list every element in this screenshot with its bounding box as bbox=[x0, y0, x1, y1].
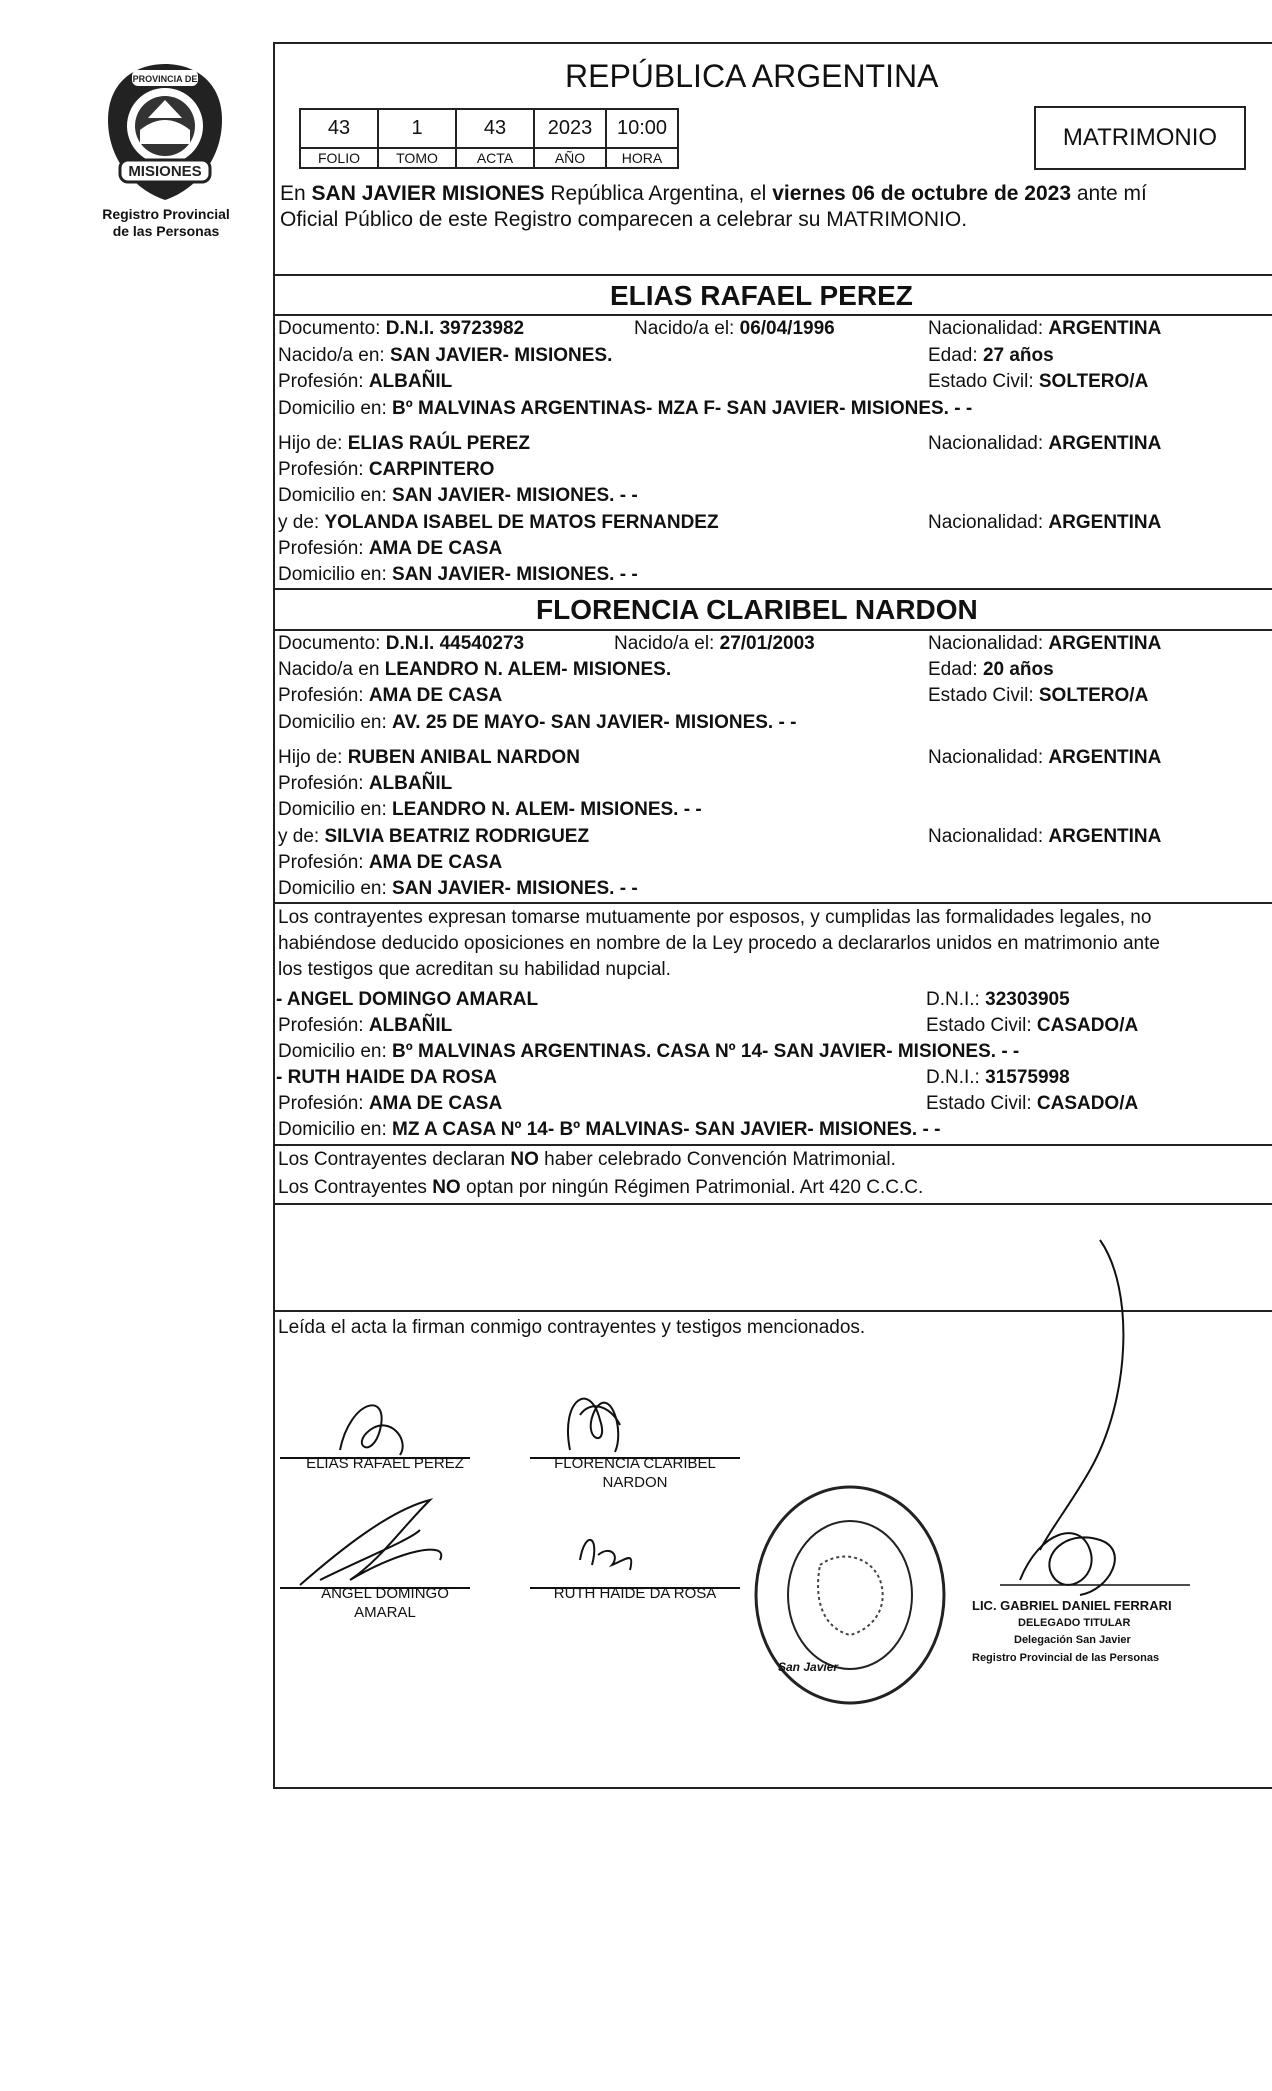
field-label: Profesión: bbox=[278, 685, 369, 706]
spouse1-mother-address bbox=[278, 563, 638, 587]
field-value: SAN JAVIER- MISIONES. - - bbox=[392, 878, 638, 899]
spouse1-mother-nationality bbox=[928, 511, 1161, 535]
field-value: LEANDRO N. ALEM- MISIONES. bbox=[384, 659, 672, 680]
field-label: Domicilio en: bbox=[278, 878, 393, 899]
field-label: Documento: bbox=[278, 633, 386, 654]
field-label: Nacionalidad: bbox=[928, 633, 1049, 654]
spouse2-address bbox=[278, 711, 796, 735]
spouse1-address bbox=[278, 397, 972, 421]
record-id-table bbox=[299, 108, 679, 169]
spouse2-civil-status bbox=[928, 684, 1148, 708]
official-registry: Registro Provincial de las Personas bbox=[972, 1652, 1160, 1664]
official-office: Delegación San Javier bbox=[1014, 1634, 1131, 1646]
field-value: SILVIA BEATRIZ RODRIGUEZ bbox=[324, 826, 590, 847]
signature-label-line: NARDON bbox=[602, 1474, 668, 1491]
field-label: Nacido/a el: bbox=[614, 633, 720, 654]
field-value: ARGENTINA bbox=[1048, 826, 1162, 847]
field-label: Domicilio en: bbox=[278, 712, 393, 733]
field-label: Nacido/a el: bbox=[634, 318, 740, 339]
witness2-address bbox=[278, 1118, 940, 1142]
declaration-line-3: los testigos que acreditan su habilidad nupcial. bbox=[278, 959, 671, 980]
field-value: 31575998 bbox=[985, 1067, 1070, 1088]
signature-label-line: ANGEL DOMINGO bbox=[321, 1585, 449, 1602]
frame-left-border bbox=[273, 42, 275, 1789]
field-label: Nacionalidad: bbox=[928, 512, 1049, 533]
field-value: AMA DE CASA bbox=[368, 685, 503, 706]
spouse1-father-address bbox=[278, 484, 638, 508]
field-value: SAN JAVIER- MISIONES. - - bbox=[392, 485, 638, 506]
field-value: SOLTERO/A bbox=[1038, 685, 1149, 706]
signature-label-nardon bbox=[530, 1454, 740, 1492]
official-signature bbox=[960, 1230, 1220, 1650]
witness2-name: - RUTH HAIDE DA ROSA bbox=[276, 1067, 497, 1088]
field-value: ALBAÑIL bbox=[368, 371, 453, 392]
witness1-civil-status bbox=[926, 1014, 1138, 1038]
field-value: Bº MALVINAS ARGENTINAS. CASA Nº 14- SAN JAVIER- MISIONES. - - bbox=[392, 1041, 1020, 1062]
convention-text: optan por ningún Régimen Patrimonial. Art 420 C.C.C. bbox=[460, 1177, 924, 1198]
field-value: RUBEN ANIBAL NARDON bbox=[347, 747, 580, 768]
section-divider bbox=[273, 1144, 1272, 1146]
field-label: Estado Civil: bbox=[928, 685, 1039, 706]
signature-label-line: FLORENCIA CLARIBEL bbox=[554, 1455, 716, 1472]
acta-label: ACTA bbox=[456, 148, 534, 168]
field-label: Nacionalidad: bbox=[928, 318, 1049, 339]
field-label: Estado Civil: bbox=[926, 1093, 1037, 1114]
witness1-profession bbox=[278, 1014, 452, 1038]
svg-text:MISIONES: MISIONES bbox=[128, 163, 202, 180]
spouse1-mother-profession bbox=[278, 537, 502, 561]
hour-value: 10:00 bbox=[606, 109, 678, 148]
tomo-label: TOMO bbox=[378, 148, 456, 168]
section-divider bbox=[273, 314, 1272, 316]
field-label: Profesión: bbox=[278, 773, 369, 794]
field-value: ALBAÑIL bbox=[368, 1015, 453, 1036]
spouse2-profession bbox=[278, 684, 502, 708]
intro-date: viernes 06 de octubre de 2023 bbox=[772, 182, 1072, 205]
field-value: CASADO/A bbox=[1036, 1093, 1139, 1114]
official-role: DELEGADO TITULAR bbox=[1018, 1617, 1131, 1629]
field-value: MZ A CASA Nº 14- Bº MALVINAS- SAN JAVIER- MISIONES. - - bbox=[392, 1119, 941, 1140]
field-label: y de: bbox=[278, 826, 325, 847]
field-value: AMA DE CASA bbox=[368, 538, 503, 559]
field-value: 06/04/1996 bbox=[739, 318, 835, 339]
field-value: ARGENTINA bbox=[1048, 433, 1162, 454]
folio-label: FOLIO bbox=[300, 148, 378, 168]
spouse2-mother-address bbox=[278, 877, 638, 901]
field-label: D.N.I.: bbox=[926, 1067, 986, 1088]
spouse1-age bbox=[928, 344, 1054, 368]
spouse1-profession bbox=[278, 370, 452, 394]
declaration-line-2: habiéndose deducido oposiciones en nombre de la Ley procedo a declararlos unidos en matrimonio ante bbox=[278, 933, 1160, 954]
convention-no: NO bbox=[510, 1149, 539, 1170]
spouse1-civil-status bbox=[928, 370, 1148, 394]
field-value: YOLANDA ISABEL DE MATOS FERNANDEZ bbox=[324, 512, 719, 533]
spouse1-birthplace bbox=[278, 344, 612, 368]
spouse2-birthdate bbox=[614, 632, 815, 656]
intro-text: ante mí bbox=[1071, 182, 1147, 205]
official-round-stamp bbox=[750, 1480, 950, 1710]
field-label: Domicilio en: bbox=[278, 799, 393, 820]
signature-label-da-rosa: RUTH HAIDE DA ROSA bbox=[553, 1585, 717, 1602]
witness2-civil-status bbox=[926, 1092, 1138, 1116]
field-label: Estado Civil: bbox=[926, 1015, 1037, 1036]
spouse2-document bbox=[278, 632, 524, 656]
field-value: SOLTERO/A bbox=[1038, 371, 1149, 392]
field-label: Edad: bbox=[928, 345, 983, 366]
field-label: Nacido/a en bbox=[278, 659, 385, 680]
convention-text: Los Contrayentes declaran bbox=[278, 1149, 511, 1170]
field-label: Domicilio en: bbox=[278, 1041, 393, 1062]
spouse1-document bbox=[278, 317, 524, 341]
field-label: Nacionalidad: bbox=[928, 747, 1049, 768]
field-label: Nacionalidad: bbox=[928, 826, 1049, 847]
field-value: AMA DE CASA bbox=[368, 1093, 503, 1114]
signature-label-perez: ELIAS RAFAEL PEREZ bbox=[306, 1455, 464, 1472]
field-value: D.N.I. 39723982 bbox=[385, 318, 525, 339]
svg-text:PROVINCIA DE: PROVINCIA DE bbox=[132, 74, 198, 84]
hour-label: HORA bbox=[606, 148, 678, 168]
field-value: SAN JAVIER- MISIONES. bbox=[389, 345, 613, 366]
spouse2-name: FLORENCIA CLARIBEL NARDON bbox=[536, 594, 978, 625]
intro-line-1 bbox=[280, 182, 1147, 206]
field-value: 27 años bbox=[982, 345, 1054, 366]
field-label: y de: bbox=[278, 512, 325, 533]
section-divider bbox=[273, 274, 1272, 276]
spouse2-mother-profession bbox=[278, 851, 502, 875]
signature-da-rosa bbox=[580, 1540, 631, 1570]
signature-label-amaral bbox=[290, 1584, 480, 1622]
spouse2-mother-nationality bbox=[928, 825, 1161, 849]
field-label: Domicilio en: bbox=[278, 564, 393, 585]
spouse1-name: ELIAS RAFAEL PEREZ bbox=[610, 280, 913, 311]
field-label: Profesión: bbox=[278, 538, 369, 559]
province-seal-logo bbox=[100, 60, 230, 205]
signature-perez bbox=[340, 1405, 403, 1455]
spouse2-father-profession bbox=[278, 772, 452, 796]
field-value: AV. 25 DE MAYO- SAN JAVIER- MISIONES. - - bbox=[392, 712, 797, 733]
field-label: Edad: bbox=[928, 659, 983, 680]
field-value: 20 años bbox=[982, 659, 1054, 680]
field-label: Hijo de: bbox=[278, 433, 348, 454]
witness1-name: - ANGEL DOMINGO AMARAL bbox=[276, 989, 539, 1010]
spouse1-nationality bbox=[928, 317, 1161, 341]
field-value: ARGENTINA bbox=[1048, 512, 1162, 533]
spouse1-mother bbox=[278, 511, 719, 535]
spouse1-birthdate bbox=[634, 317, 835, 341]
field-value: 27/01/2003 bbox=[719, 633, 815, 654]
field-value: ELIAS RAÚL PEREZ bbox=[347, 433, 530, 454]
field-label: Profesión: bbox=[278, 1015, 369, 1036]
field-label: Profesión: bbox=[278, 852, 369, 873]
convention-text: haber celebrado Convención Matrimonial. bbox=[538, 1149, 896, 1170]
field-value: LEANDRO N. ALEM- MISIONES. - - bbox=[392, 799, 702, 820]
section-divider bbox=[273, 1203, 1272, 1205]
signature-amaral bbox=[300, 1500, 441, 1585]
year-label: AÑO bbox=[534, 148, 606, 168]
act-type-box: MATRIMONIO bbox=[1034, 106, 1246, 170]
field-value: D.N.I. 44540273 bbox=[385, 633, 525, 654]
field-label: D.N.I.: bbox=[926, 989, 986, 1010]
witness2-dni bbox=[926, 1066, 1070, 1090]
folio-value: 43 bbox=[300, 109, 378, 148]
field-label: Hijo de: bbox=[278, 747, 348, 768]
registry-caption-line1: Registro Provincial bbox=[102, 206, 230, 222]
spouse2-father-nationality bbox=[928, 746, 1161, 770]
stamp-city: San Javier bbox=[778, 1660, 839, 1674]
frame-bottom-border bbox=[273, 1787, 1272, 1789]
spouse1-father bbox=[278, 432, 530, 456]
field-label: Nacido/a en: bbox=[278, 345, 390, 366]
official-name: LIC. GABRIEL DANIEL FERRARI bbox=[972, 1598, 1172, 1613]
spouse2-nationality bbox=[928, 632, 1161, 656]
spouse2-mother bbox=[278, 825, 589, 849]
field-value: CARPINTERO bbox=[368, 459, 495, 480]
witness2-profession bbox=[278, 1092, 502, 1116]
field-value: AMA DE CASA bbox=[368, 852, 503, 873]
field-label: Domicilio en: bbox=[278, 1119, 393, 1140]
convention-text: Los Contrayentes bbox=[278, 1177, 433, 1198]
spouse2-birthplace bbox=[278, 658, 671, 682]
frame-top-border bbox=[273, 42, 1272, 44]
spouse1-father-profession bbox=[278, 458, 494, 482]
intro-line-2: Oficial Público de este Registro comparecen a celebrar su MATRIMONIO. bbox=[280, 208, 968, 231]
field-label: Profesión: bbox=[278, 459, 369, 480]
document-title: REPÚBLICA ARGENTINA bbox=[565, 58, 939, 94]
year-value: 2023 bbox=[534, 109, 606, 148]
field-value: SAN JAVIER- MISIONES. - - bbox=[392, 564, 638, 585]
intro-text: República Argentina, el bbox=[544, 182, 773, 205]
intro-place: SAN JAVIER MISIONES bbox=[311, 182, 545, 205]
field-value: ALBAÑIL bbox=[368, 773, 453, 794]
registry-caption-line2: de las Personas bbox=[112, 223, 220, 239]
field-value: ARGENTINA bbox=[1048, 747, 1162, 768]
convention-line-2 bbox=[278, 1176, 923, 1200]
registry-caption bbox=[78, 206, 254, 240]
field-label: Domicilio en: bbox=[278, 485, 393, 506]
tomo-value: 1 bbox=[378, 109, 456, 148]
spouse2-age bbox=[928, 658, 1054, 682]
field-value: ARGENTINA bbox=[1048, 633, 1162, 654]
field-value: CASADO/A bbox=[1036, 1015, 1139, 1036]
field-label: Estado Civil: bbox=[928, 371, 1039, 392]
section-divider bbox=[273, 629, 1272, 631]
closing-statement: Leída el acta la firman conmigo contrayentes y testigos mencionados. bbox=[278, 1317, 866, 1338]
convention-line-1 bbox=[278, 1148, 896, 1172]
field-value: 32303905 bbox=[985, 989, 1070, 1010]
spouse1-father-nationality bbox=[928, 432, 1161, 456]
acta-value: 43 bbox=[456, 109, 534, 148]
field-value: ARGENTINA bbox=[1048, 318, 1162, 339]
spouse2-father bbox=[278, 746, 580, 770]
field-value: Bº MALVINAS ARGENTINAS- MZA F- SAN JAVIER- MISIONES. - - bbox=[392, 398, 973, 419]
section-divider bbox=[273, 588, 1272, 590]
declaration-line-1: Los contrayentes expresan tomarse mutuamente por esposos, y cumplidas las formalidades legales, no bbox=[278, 907, 1152, 928]
field-label: Profesión: bbox=[278, 371, 369, 392]
spouse2-father-address bbox=[278, 798, 702, 822]
witness1-dni bbox=[926, 988, 1070, 1012]
witness1-address bbox=[278, 1040, 1019, 1064]
field-label: Documento: bbox=[278, 318, 386, 339]
signature-label-line: AMARAL bbox=[354, 1604, 416, 1621]
section-divider bbox=[273, 902, 1272, 904]
field-label: Nacionalidad: bbox=[928, 433, 1049, 454]
field-label: Domicilio en: bbox=[278, 398, 393, 419]
intro-text: En bbox=[280, 182, 312, 205]
field-label: Profesión: bbox=[278, 1093, 369, 1114]
convention-no: NO bbox=[432, 1177, 461, 1198]
